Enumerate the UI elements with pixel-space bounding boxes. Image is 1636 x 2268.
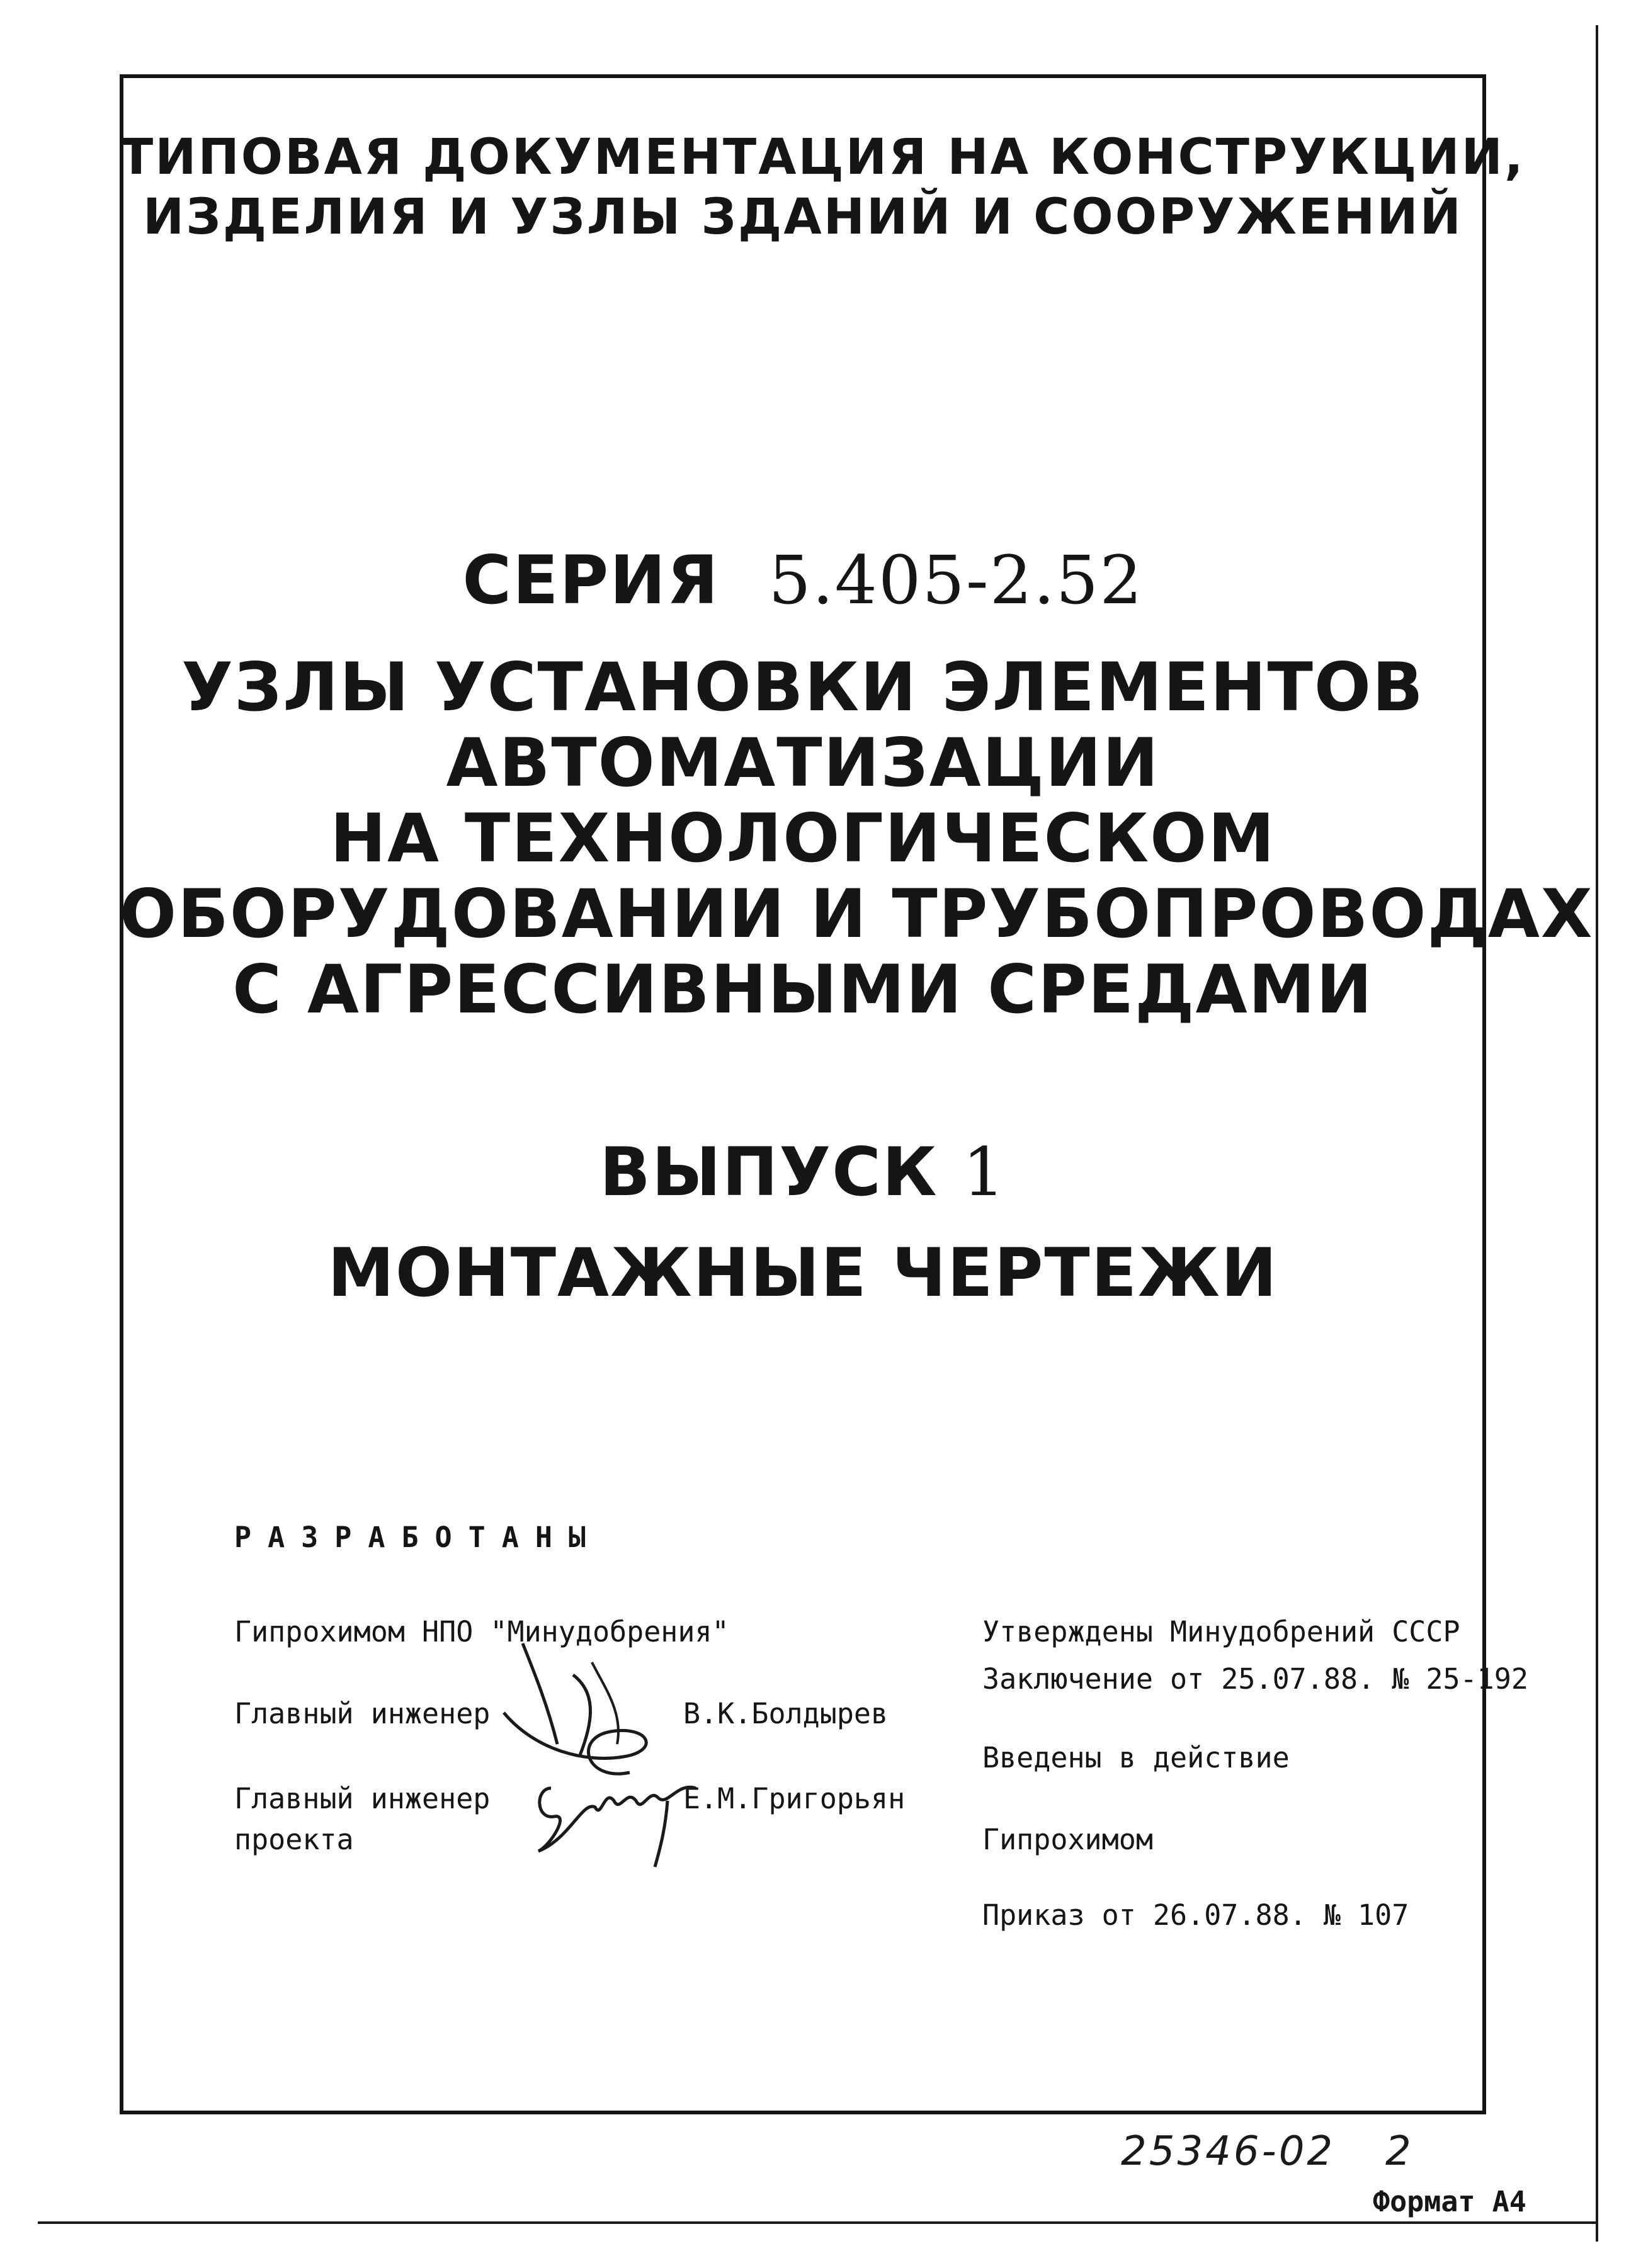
chief-engineer-label: Главный инженер bbox=[234, 1697, 491, 1730]
header-line-1: ТИПОВАЯ ДОКУМЕНТАЦИЯ НА КОНСТРУКЦИИ, bbox=[120, 129, 1525, 186]
doc-number: 25346-02 bbox=[1121, 2128, 1336, 2175]
approved-line-1: Утверждены Минудобрений СССР bbox=[982, 1615, 1460, 1648]
right-edge-rule bbox=[1596, 25, 1598, 2242]
signature-grigoryan bbox=[532, 1763, 715, 1870]
approved-line-4: Гипрохимом bbox=[982, 1823, 1153, 1856]
project-engineer-label-1: Главный инженер bbox=[234, 1782, 491, 1815]
page-number: 2 bbox=[1385, 2128, 1414, 2175]
approved-line-5: Приказ от 26.07.88. № 107 bbox=[982, 1898, 1409, 1932]
approved-line-3: Введены в действие bbox=[982, 1741, 1290, 1774]
title-line-1: УЗЛЫ УСТАНОВКИ ЭЛЕМЕНТОВ bbox=[181, 649, 1424, 726]
project-engineer-name: Е.М.Григорьян bbox=[683, 1782, 906, 1815]
series-label: СЕРИЯ bbox=[462, 541, 720, 619]
approved-line-2: Заключение от 25.07.88. № 25-192 bbox=[982, 1662, 1528, 1696]
chief-engineer-name: В.К.Болдырев bbox=[683, 1697, 889, 1730]
series-line bbox=[120, 541, 1486, 619]
developed-heading: РАЗРАБОТАНЫ bbox=[234, 1521, 603, 1554]
title-line-3: НА ТЕХНОЛОГИЧЕСКОМ bbox=[330, 800, 1276, 877]
bottom-edge-rule bbox=[38, 2221, 1598, 2224]
project-engineer-label-2: проекта bbox=[234, 1823, 354, 1856]
format-label: Формат А4 bbox=[1373, 2185, 1526, 2218]
issue-subtitle: МОНТАЖНЫЕ ЧЕРТЕЖИ bbox=[327, 1234, 1278, 1312]
developed-org: Гипрохимом НПО "Минудобрения" bbox=[234, 1615, 729, 1648]
series-number: 5.405-2.52 bbox=[768, 541, 1144, 619]
title-line-2: АВТОМАТИЗАЦИИ bbox=[446, 724, 1160, 802]
issue-label: ВЫПУСК bbox=[599, 1133, 938, 1211]
title-line-4: ОБОРУДОВАНИИ И ТРУБОПРОВОДАХ bbox=[120, 875, 1594, 953]
issue-line bbox=[120, 1133, 1486, 1211]
issue-number: 1 bbox=[962, 1133, 1006, 1211]
header-line-2: ИЗДЕЛИЯ И УЗЛЫ ЗДАНИЙ И СООРУЖЕНИЙ bbox=[143, 189, 1463, 246]
title-line-5: С АГРЕССИВНЫМИ СРЕДАМИ bbox=[232, 951, 1373, 1028]
